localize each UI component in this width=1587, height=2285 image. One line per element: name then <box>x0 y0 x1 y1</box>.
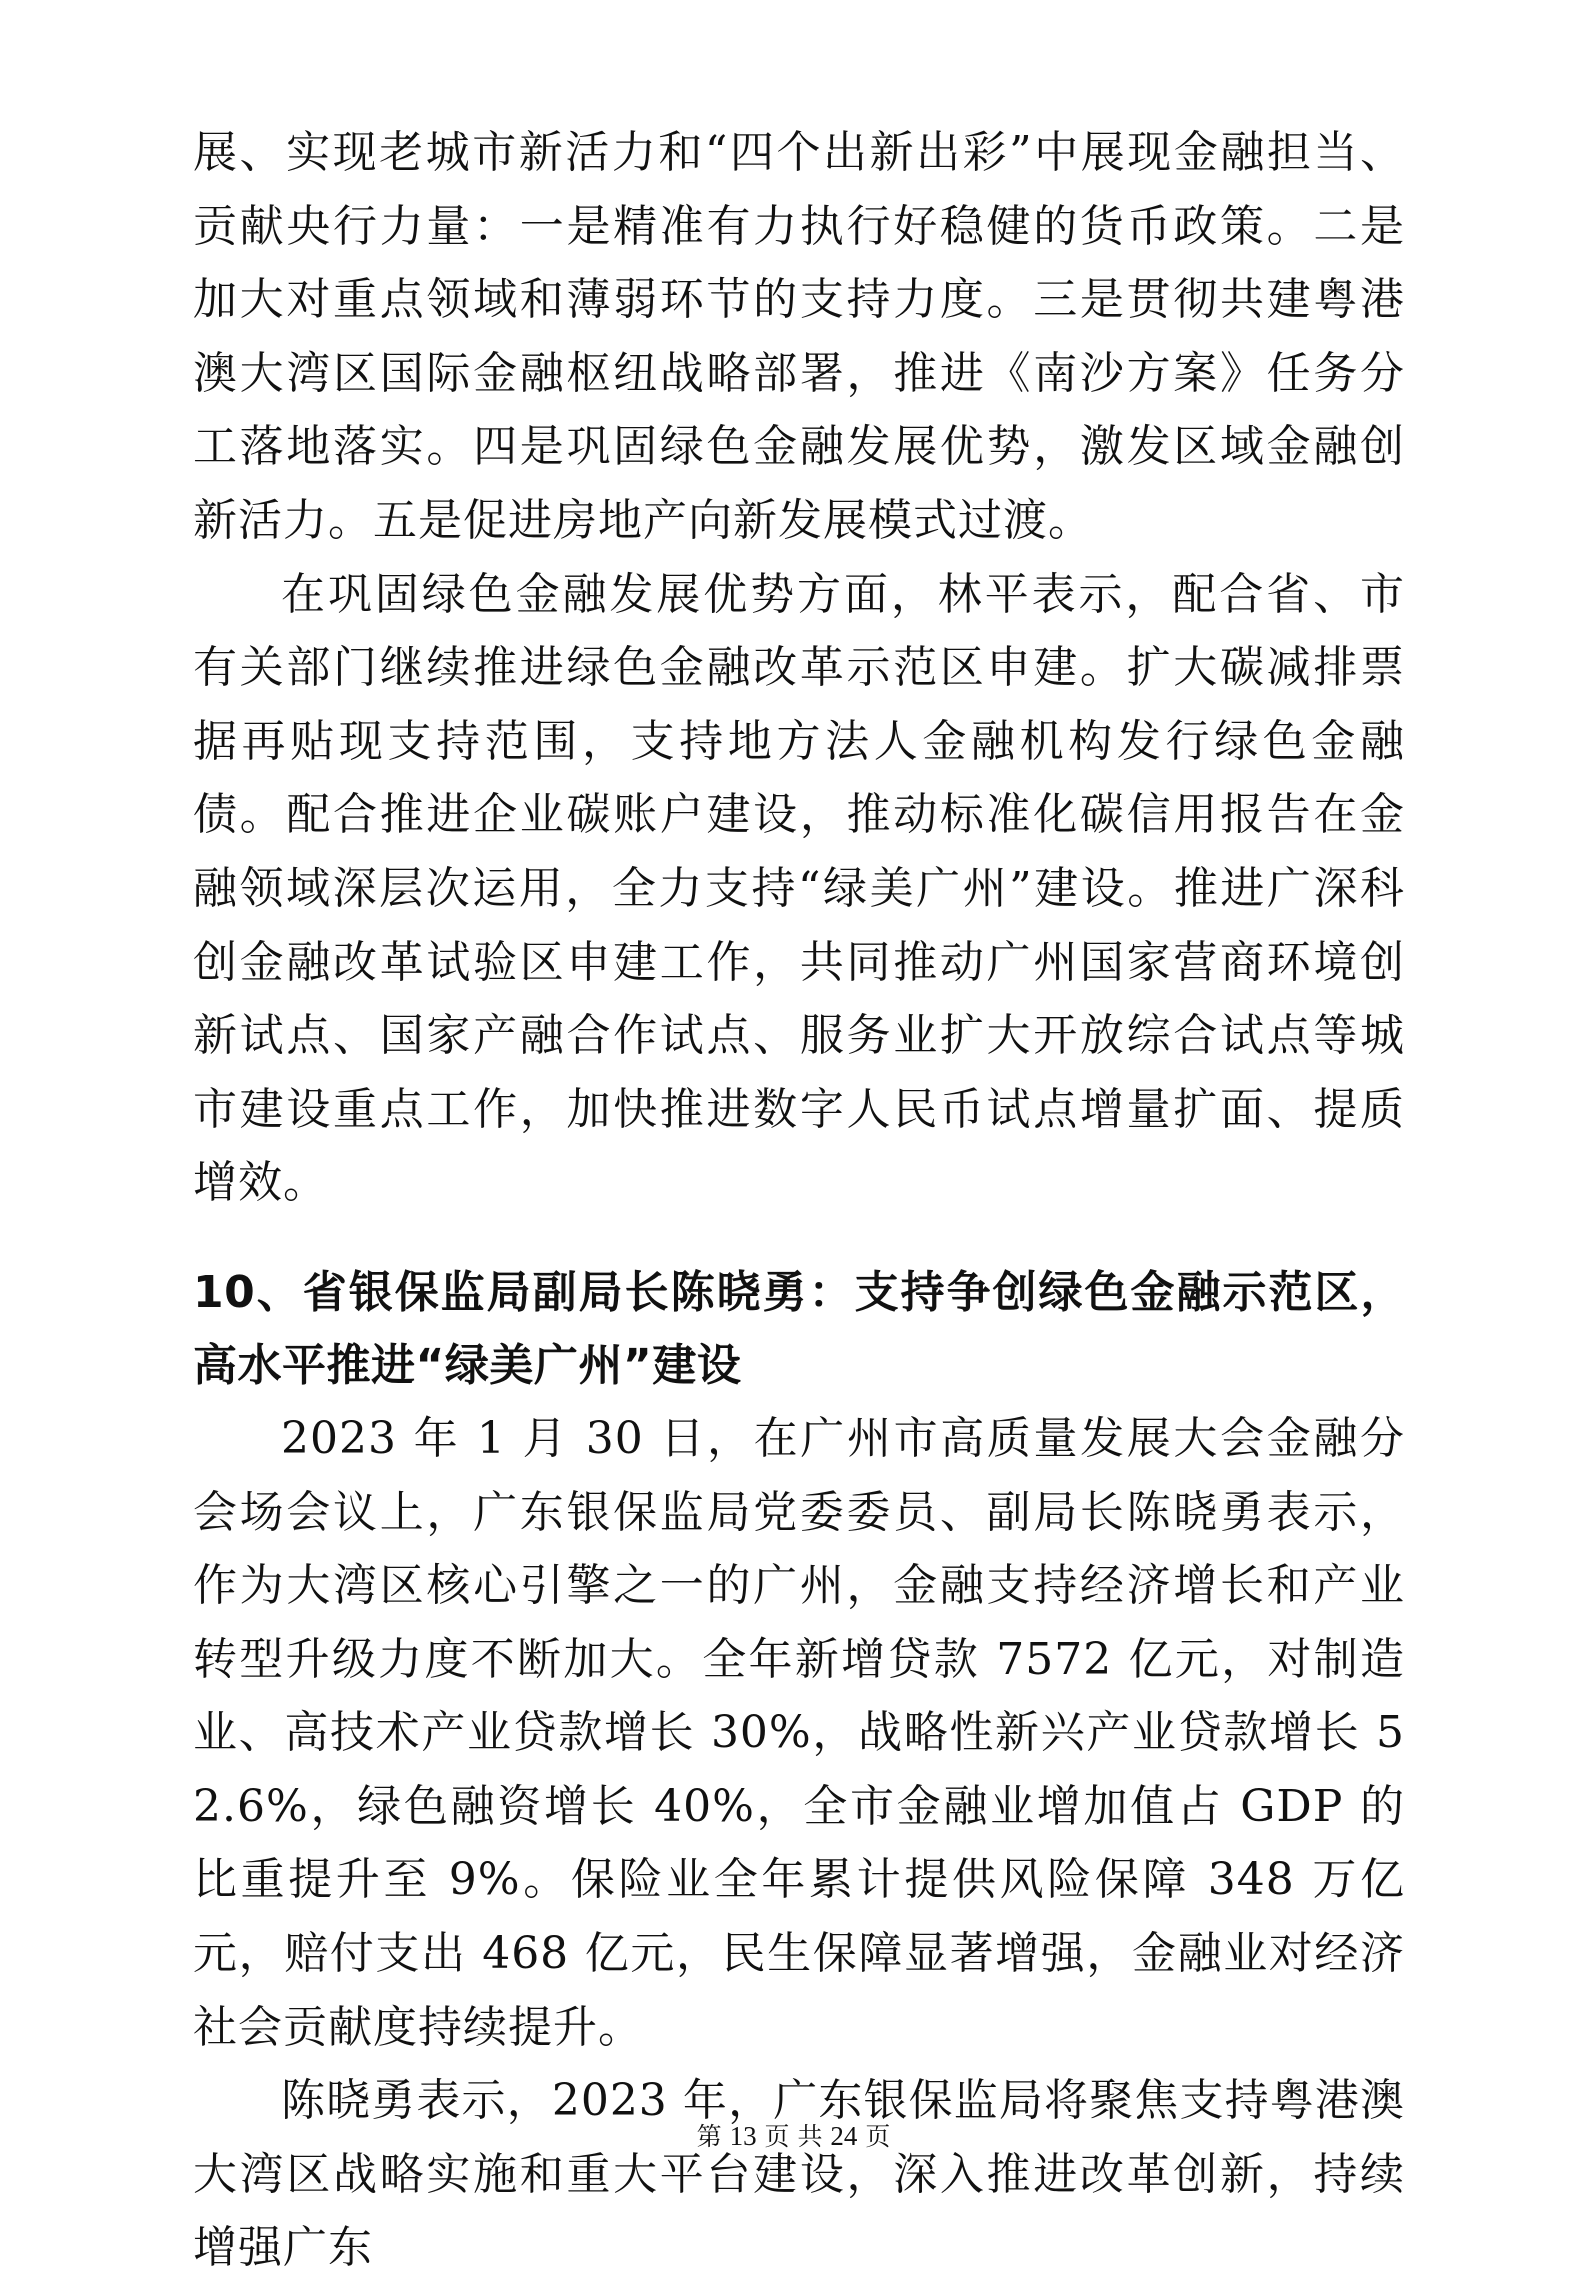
paragraph-continuation: 展、实现老城市新活力和“四个出新出彩”中展现金融担当、贡献央行力量：一是精准有力执行好稳健的货币政策。二是加大对重点领域和薄弱环节的支持力度。三是贯彻共建粤港澳大湾区国际金融枢纽战略部署，推进《南沙方案》任务分工落地落实。四是巩固绿色金融发展优势，激发区域金融创新活力。五是促进房地产向新发展模式过渡。 <box>193 127 1405 546</box>
section-heading: 10、省银保监局副局长陈晓勇：支持争创绿色金融示范区，高水平推进“绿美广州”建设 <box>193 1266 1405 1391</box>
page-content <box>193 116 1405 2285</box>
paragraph-meeting-report: 2023 年 1 月 30 日，在广州市高质量发展大会金融分会场会议上，广东银保监局党委委员、副局长陈晓勇表示，作为大湾区核心引擎之一的广州，金融支持经济增长和产业转型升级力度不断加大。全年新增贷款 7572 亿元，对制造业、高技术产业贷款增长 30%，战略性新兴产业贷款增长 52.6%，绿色融资增长 40%，全市金融业增加值占 GDP 的比重提升至 9%。保险业全年累计提供风险保障 348 万亿元，赔付支出 468 亿元，民生保障显著增强，金融业对经济社会贡献度持续提升。 <box>193 1412 1405 2053</box>
paragraph-green-finance: 在巩固绿色金融发展优势方面，林平表示，配合省、市有关部门继续推进绿色金融改革示范区申建。扩大碳减排票据再贴现支持范围，支持地方法人金融机构发行绿色金融债。配合推进企业碳账户建设，推动标准化碳信用报告在金融领域深层次运用，全力支持“绿美广州”建设。推进广深科创金融改革试验区申建工作，共同推动广州国家营商环境创新试点、国家产融合作试点、服务业扩大开放综合试点等城市建设重点工作，加快推进数字人民币试点增量扩面、提质增效。 <box>193 568 1405 1209</box>
page-footer <box>0 2120 1587 2153</box>
paragraph-2023-plan: 陈晓勇表示，2023 年，广东银保监局将聚焦支持粤港澳大湾区战略实施和重大平台建设，深入推进改革创新，持续增强广东 <box>193 2075 1405 2274</box>
total-pages-number: 24 <box>830 2121 858 2151</box>
current-page-number: 13 <box>729 2121 757 2151</box>
footer-prefix: 第 <box>696 2122 730 2151</box>
footer-middle: 页 共 <box>756 2122 831 2151</box>
footer-suffix: 页 <box>857 2122 891 2151</box>
